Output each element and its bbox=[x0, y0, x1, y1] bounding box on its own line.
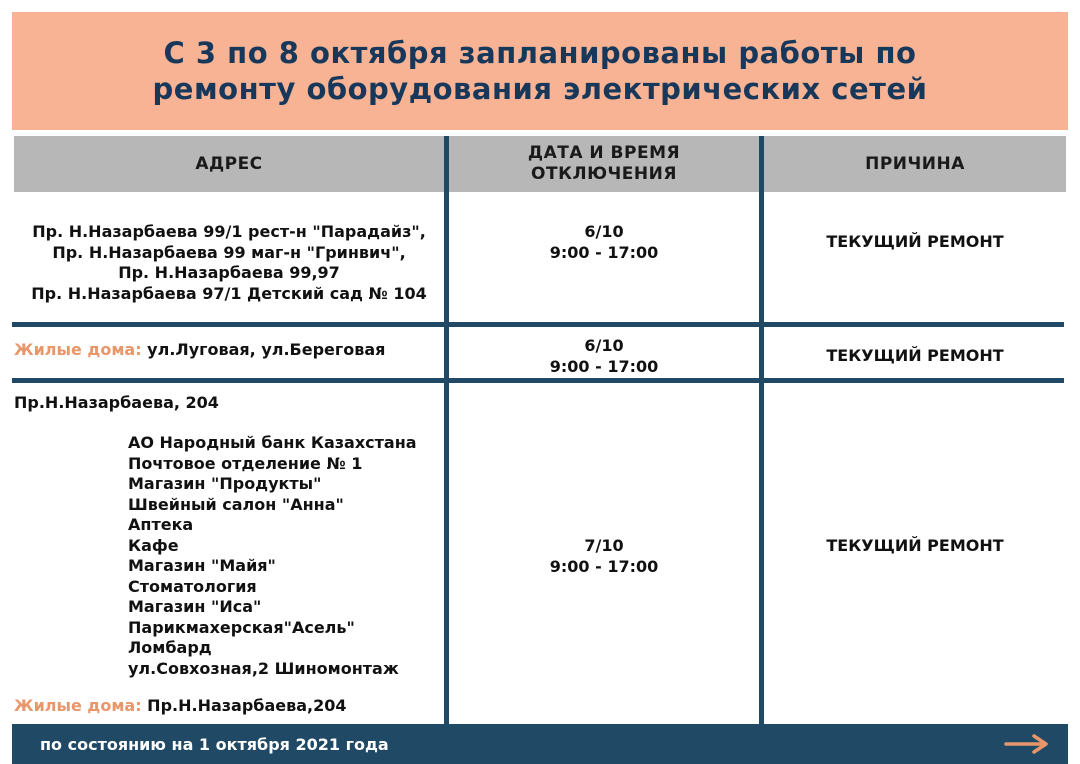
column-header-datetime-line-1: ДАТА И ВРЕМЯ bbox=[527, 143, 681, 163]
row-divider-1 bbox=[12, 322, 1064, 327]
row-2-reason: ТЕКУЩИЙ РЕМОНТ bbox=[826, 346, 1004, 365]
address-line: Пр. Н.Назарбаева 97/1 Детский сад № 104 bbox=[31, 283, 427, 303]
title-banner bbox=[12, 12, 1068, 130]
list-item: Стоматология bbox=[128, 576, 257, 596]
list-item: ул.Совхозная,2 Шиномонтаж bbox=[128, 658, 399, 678]
list-item: Ломбард bbox=[128, 638, 212, 657]
row-2-address bbox=[14, 340, 444, 361]
list-item: Швейный салон "Анна" bbox=[128, 494, 344, 514]
list-item: АО Народный банк Казахстана bbox=[128, 433, 417, 452]
list-item: Магазин "Майя" bbox=[128, 556, 276, 575]
column-header-address bbox=[14, 136, 444, 192]
page-title-line-1: С 3 по 8 октября запланированы работы по bbox=[163, 36, 917, 70]
row-3-organization-list bbox=[128, 433, 444, 679]
row-2-datetime bbox=[449, 336, 759, 377]
address-line: Пр. Н.Назарбаева 99,97 bbox=[118, 263, 340, 282]
address-line: Пр. Н.Назарбаева 99 маг-н "Гринвич", bbox=[52, 242, 406, 262]
footer-bar bbox=[12, 724, 1068, 764]
row-3-reason: ТЕКУЩИЙ РЕМОНТ bbox=[826, 536, 1004, 555]
row-1-datetime bbox=[449, 222, 759, 263]
row-3-main-address: Пр.Н.Назарбаева, 204 bbox=[14, 393, 219, 412]
arrow-right-icon[interactable] bbox=[1004, 733, 1050, 755]
page-title-line-2: ремонту оборудования электрических сетей bbox=[152, 72, 928, 106]
residential-label: Жилые дома: bbox=[14, 696, 142, 715]
row-3-residential bbox=[14, 696, 444, 717]
row-divider-2 bbox=[12, 378, 1064, 383]
row-1-date: 6/10 bbox=[584, 222, 624, 241]
row-1-address bbox=[14, 222, 444, 304]
row-1-time: 9:00 - 17:00 bbox=[549, 242, 659, 262]
residential-value: ул.Луговая, ул.Береговая bbox=[147, 340, 386, 359]
residential-label: Жилые дома: bbox=[14, 340, 142, 359]
column-divider-2 bbox=[759, 136, 764, 724]
footer-status-text: по состоянию на 1 октября 2021 года bbox=[40, 734, 389, 754]
list-item: Аптека bbox=[128, 515, 194, 534]
column-header-reason-label: ПРИЧИНА bbox=[865, 153, 965, 174]
row-2-date: 6/10 bbox=[584, 336, 624, 355]
list-item: Кафе bbox=[128, 535, 179, 555]
row-2-time: 9:00 - 17:00 bbox=[549, 356, 659, 376]
address-line: Пр. Н.Назарбаева 99/1 рест-н "Парадайз", bbox=[32, 222, 426, 241]
row-1-reason: ТЕКУЩИЙ РЕМОНТ bbox=[826, 232, 1004, 251]
list-item: Магазин "Продукты" bbox=[128, 474, 322, 493]
row-3-time: 9:00 - 17:00 bbox=[549, 556, 659, 576]
list-item: Почтовое отделение № 1 bbox=[128, 453, 363, 473]
column-header-datetime bbox=[449, 136, 759, 192]
column-header-address-label: АДРЕС bbox=[195, 153, 263, 174]
column-header-datetime-line-2: ОТКЛЮЧЕНИЯ bbox=[531, 164, 677, 184]
row-3-datetime bbox=[449, 536, 759, 577]
residential-value: Пр.Н.Назарбаева,204 bbox=[147, 696, 347, 715]
row-3-date: 7/10 bbox=[584, 536, 624, 555]
column-header-reason bbox=[764, 136, 1066, 192]
list-item: Парикмахерская"Асель" bbox=[128, 617, 355, 637]
list-item: Магазин "Иса" bbox=[128, 597, 262, 616]
